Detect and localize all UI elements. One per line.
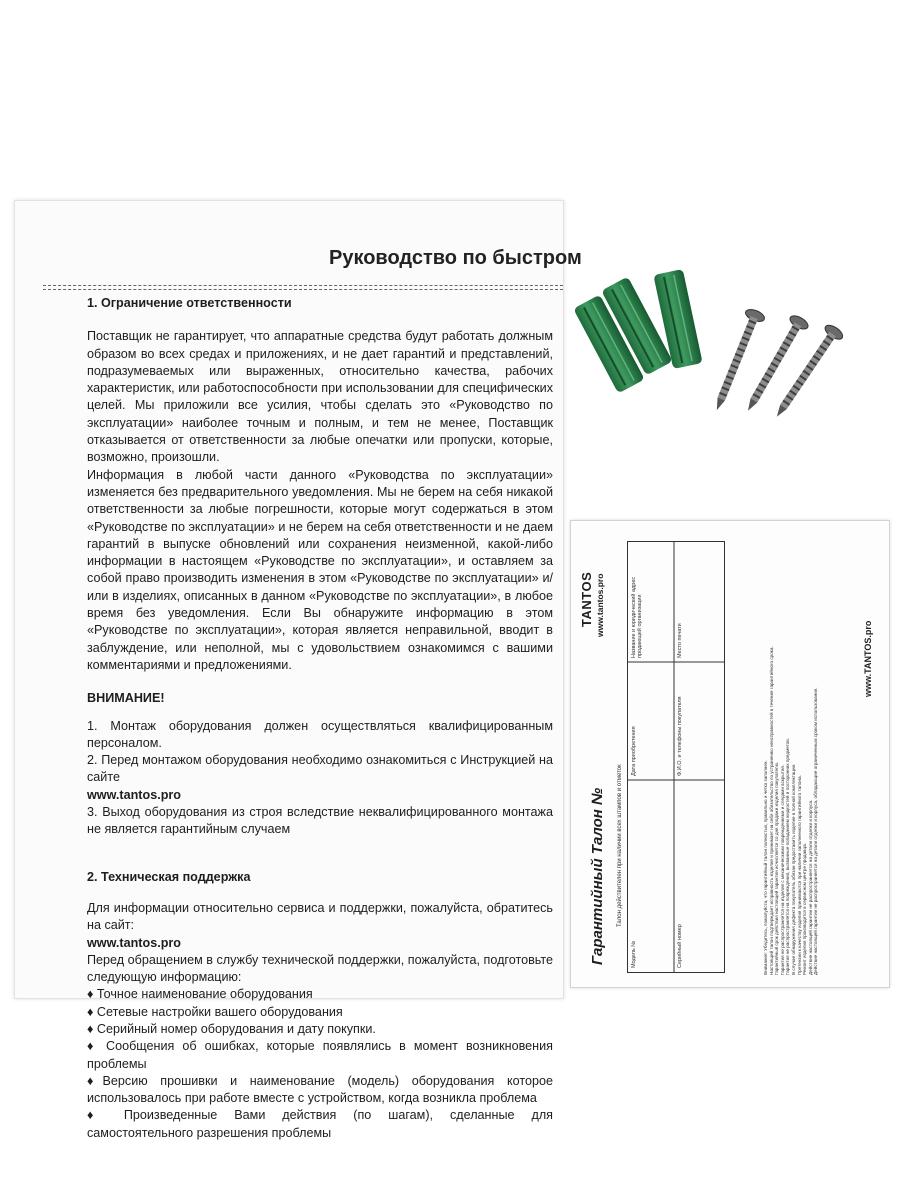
support-item: ♦ Сообщения об ошибках, которые появлялись в момент возникновения проблемы [87, 1039, 553, 1071]
support-item: ♦ Серийный номер оборудования и дату покупки. [87, 1021, 376, 1036]
title-divider [43, 285, 563, 290]
fine-print-line: Гарантия не распространяется на изделия с механическими повреждениями и следами вскрытия. [779, 764, 785, 975]
warranty-card [570, 520, 890, 988]
warranty-title: Гарантийный Талон № [589, 787, 606, 965]
warning-item: 1. Монтаж оборудования должен осуществляться квалифицированным персоналом. [87, 718, 553, 750]
fine-print-line: Действие настоящей гарантии не распространяется на детали отделки и корпуса. [807, 799, 813, 975]
wall-plugs-image [575, 262, 735, 422]
field-buyer: Ф.И.О. и телефоны покупателя [677, 696, 683, 776]
brand-logo: TANTOS [579, 571, 594, 627]
section1-paragraph: Информация в любой части данного «Руководства по эксплуатации» изменяется без предварительного уведомления. Мы не берем на себя никакой ответственности за любые погрешности, которые могут содержаться в этом «Руководстве по эксплуатации» и не берем на себя ответственности и не даем гарантий в выпуске обновлений или сохранения неизменной, какой-либо информации в настоящем «Руководстве по эксплуатации», и оставляем за собой право производить изменения в этом «Руководстве по эксплуатации» и/или в изделиях, описанных в данном «Руководстве по эксплуатации», в любое время без уведомления. Если Вы обнаружите информацию в этом «Руководстве по эксплуатации», которая является неправильной, вводит в заблуждение, или неполной, мы с удовольствием ознакомимся с вашими комментариями и предложениями. [87, 467, 553, 672]
brand-url-bottom: www.TANTOS.pro [863, 620, 873, 697]
warning-heading: ВНИМАНИЕ! [87, 691, 165, 706]
support-item: ♦ Произведенные Вами действия (по шагам), сделанные для самостоятельного разрешения проблемы [87, 1108, 553, 1140]
warning-item: 2. Перед монтажом оборудования необходимо ознакомиться с Инструкцией на сайте [87, 753, 553, 785]
field-model: Модель № [631, 940, 637, 968]
fine-print-line: Ремонт изделия производится в сервисном центре продавца. [802, 843, 808, 975]
warranty-card-content [571, 521, 889, 987]
section2-heading: 2. Техническая поддержка [87, 869, 251, 884]
support-item: ♦ Точное наименование оборудования [87, 987, 313, 1002]
section1-heading: 1. Ограничение ответственности [87, 296, 292, 310]
fine-print-line: Настоящий талон подтверждает исправность изделия и принимает на себя обязательство по устранению неисправностей в течение гарантийного срока. [768, 646, 774, 975]
fine-print-line: Гарантия не распространяется на повреждения, вызванные попаданием жидкостей и посторонних предметов. [785, 738, 791, 975]
manual-title: Руководство по быстром [329, 247, 582, 269]
fine-print-line: Претензии к качеству изделия принимаются при наличии заполненного гарантийного талона. [796, 775, 802, 975]
field-serial: Серийный номер [677, 924, 683, 968]
warranty-form-table [627, 541, 725, 973]
brand-url: www.tantos.pro [595, 573, 605, 637]
section2-prep: Перед обращением в службу технической поддержки, пожалуйста, подготовьте следующую информацию: [87, 952, 553, 985]
warranty-fine-print [763, 533, 819, 975]
fine-print-line: Гарантийный срок действия настоящей гарантии исчисляется со дня продажи изделия покупателю. [774, 761, 780, 975]
field-seller: Название и юридический адрес продающей организации [631, 576, 643, 658]
field-purchase-date: Дата приобретения [631, 726, 637, 776]
warning-site-link: www.tantos.pro [87, 787, 181, 802]
support-item: ♦Версию прошивки и наименование (модель) оборудования которое использовалось при работе вместе с устройством, когда возникла проблема [87, 1073, 553, 1106]
warranty-subtitle: Талон действителен при наличии всех штампов и отметок [617, 764, 623, 927]
support-item: ♦ Сетевые настройки вашего оборудования [87, 1004, 343, 1019]
fine-print-line: Действие настоящей гарантии не распространяется на детали отделки и корпуса, обладающие ограниченным сроком использования. [813, 687, 819, 975]
field-stamp: Место печати [677, 623, 683, 658]
screw [769, 322, 845, 422]
manual-sheet [14, 200, 582, 1140]
fine-print-line: В случае обнаружения дефекта покупатель обязан предоставить изделие в полной комплектации. [790, 763, 796, 975]
section2-intro: Для информации относительно сервиса и поддержки, пожалуйста, обратитесь на сайт: [87, 900, 553, 933]
manual-body [87, 295, 553, 1142]
fine-print-line: Внимание: Убедитесь, пожалуйста, что гарантийный талон полностью, правильно и четко заполнен. [763, 760, 768, 975]
section1-paragraph: Поставщик не гарантирует, что аппаратные средства будут работать должным образом во всех средах и приложениях, и не дает гарантий и представлений, подразумеваемых или выраженных, относительно качества, рабочих характеристик, или работоспособности при использовании для специфических целей. Мы приложили все усилия, чтобы сделать это «Руководство по эксплуатации» наиболее точным и полным, и тем не менее, Поставщик отказывается от ответственности за любые опечатки или пропуски, которые, возможно, произошли. [87, 329, 553, 465]
screws-image [715, 300, 845, 430]
warning-item: 3. Выход оборудования из строя вследствие неквалифицированного монтажа не является гарантийным случаем [87, 805, 553, 837]
section2-site-link: www.tantos.pro [87, 935, 181, 950]
